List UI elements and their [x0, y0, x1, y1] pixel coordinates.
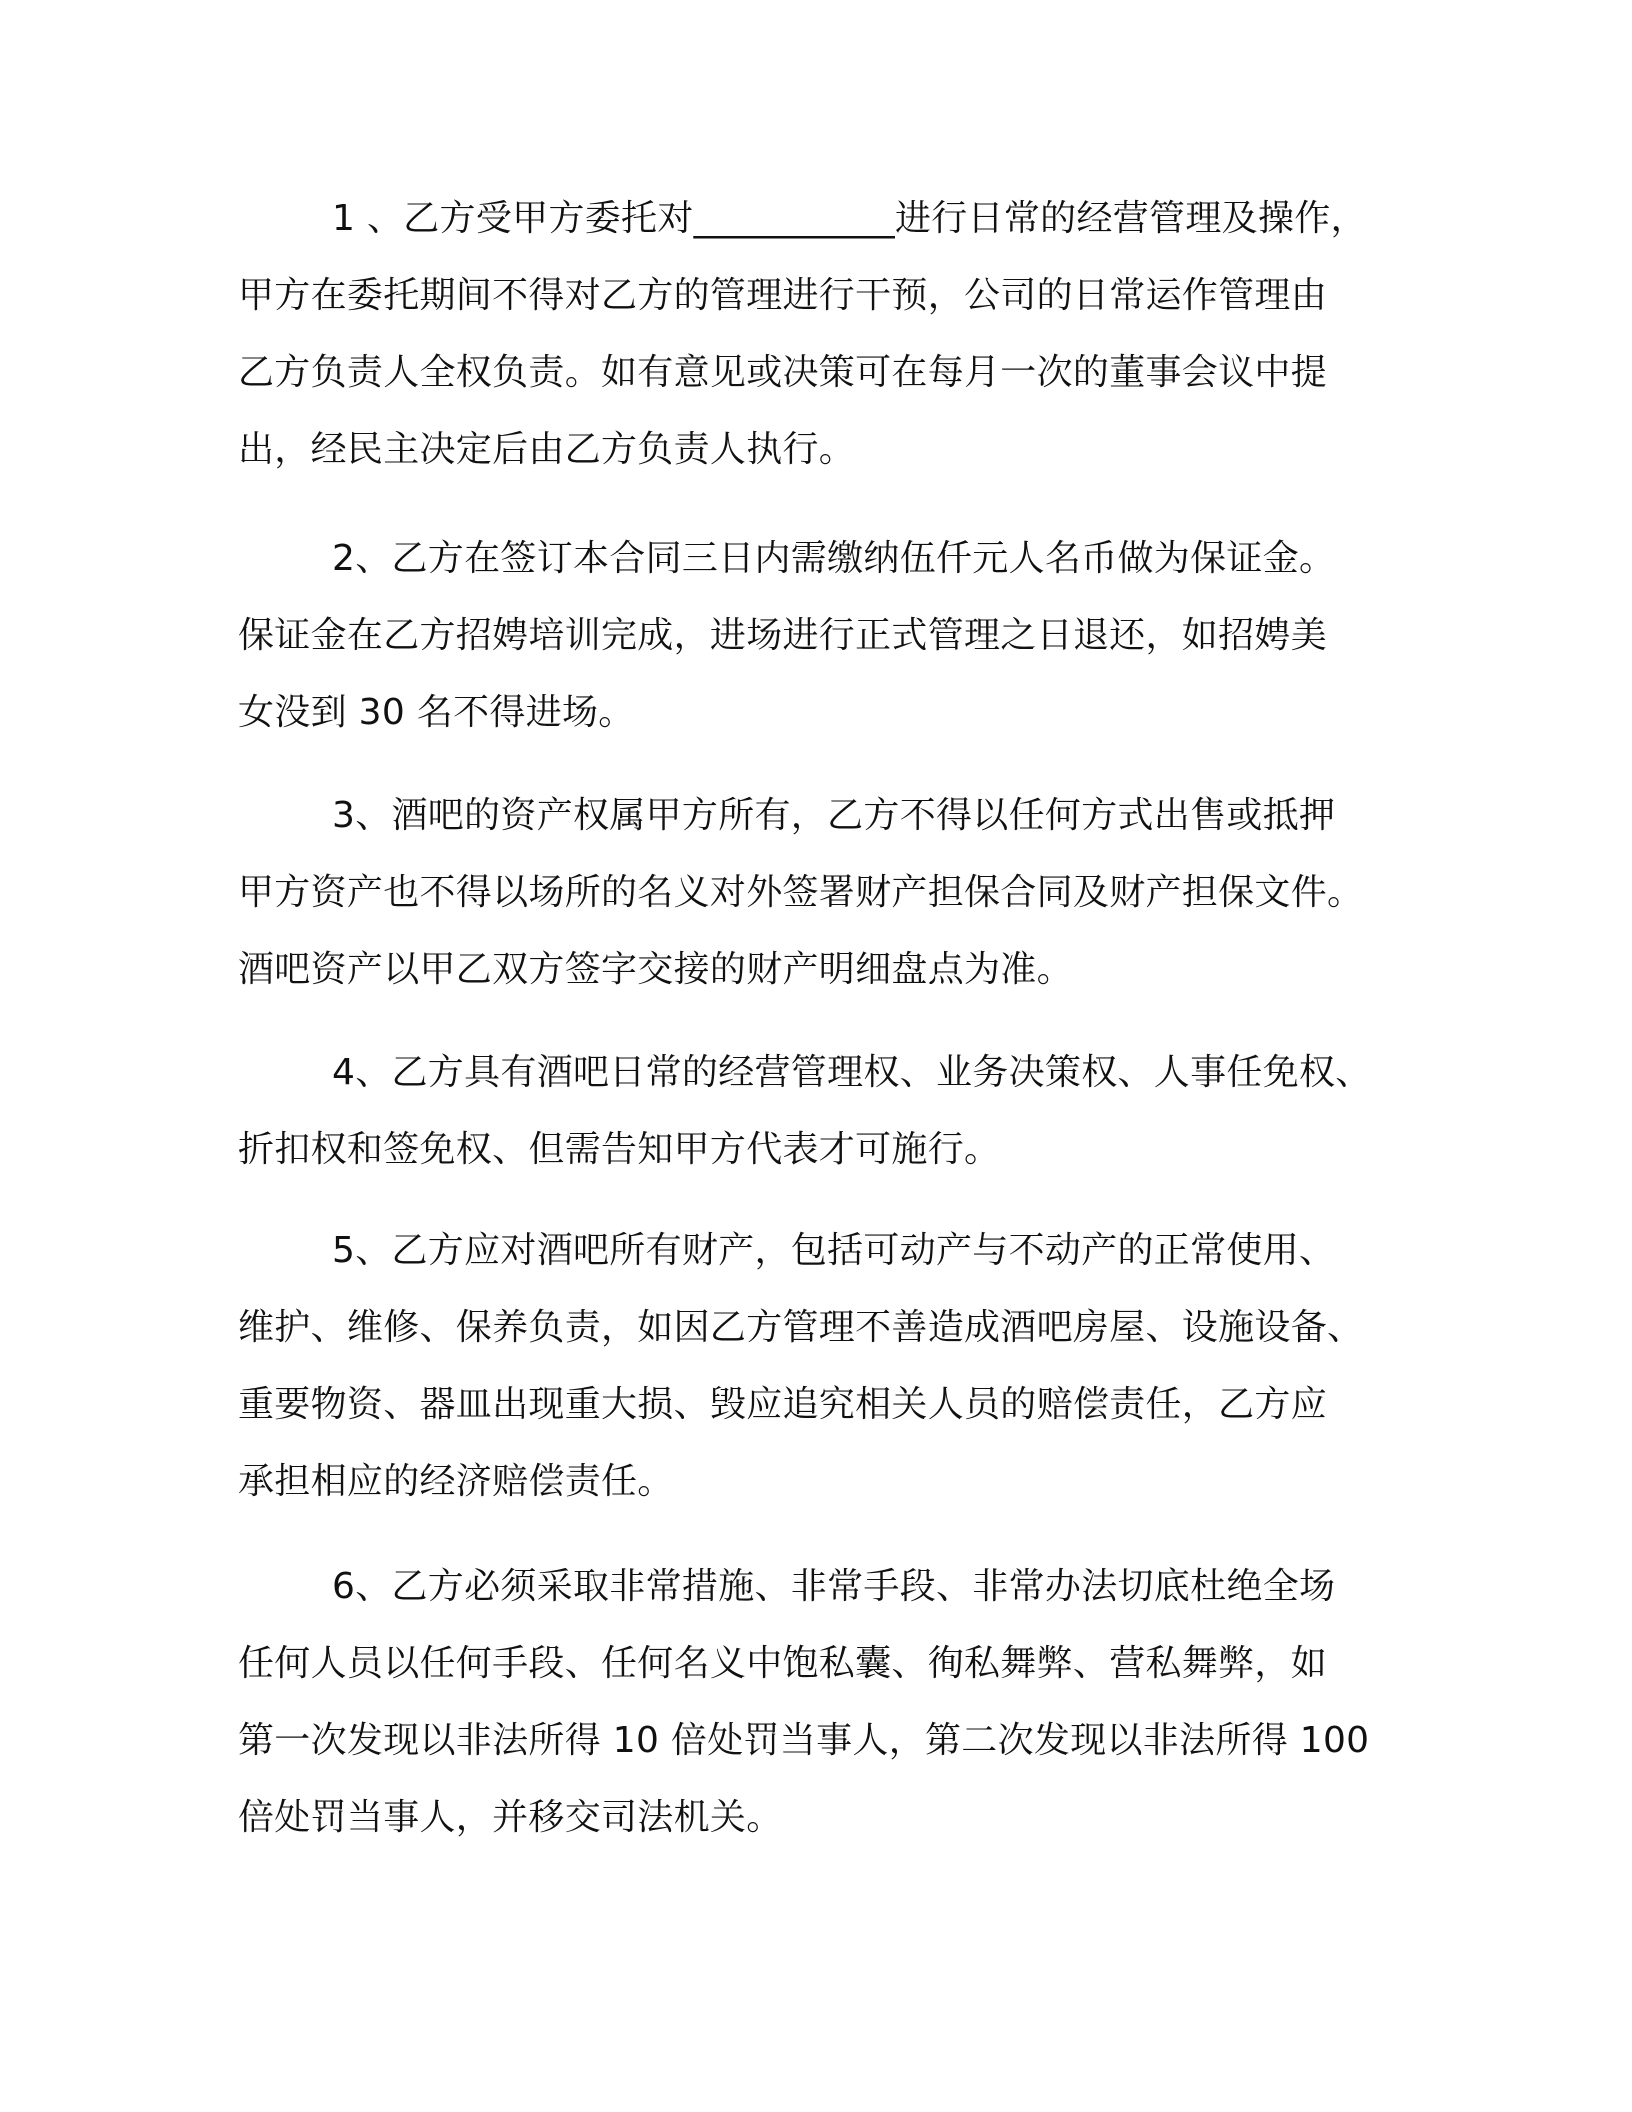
- clause-2-line-1: 2、乙方在签订本合同三日内需缴纳伍仟元人名币做为保证金。: [332, 538, 1336, 579]
- clause-4-line-2: 折扣权和签免权、但需告知甲方代表才可施行。: [238, 1129, 1001, 1170]
- clause-3: [238, 777, 1398, 1008]
- clause-1-line-1: 1 、乙方受甲方委托对___________进行日常的经营管理及操作，: [332, 198, 1367, 239]
- clause-2: [238, 520, 1398, 751]
- clause-6-line-4: 倍处罚当事人，并移交司法机关。: [238, 1797, 783, 1838]
- clause-3-line-3: 酒吧资产以甲乙双方签字交接的财产明细盘点为准。: [238, 949, 1073, 990]
- clause-1-line-2: 甲方在委托期间不得对乙方的管理进行干预，公司的日常运作管理由: [238, 275, 1328, 316]
- clause-4-line-1: 4、乙方具有酒吧日常的经营管理权、业务决策权、人事任免权、: [332, 1052, 1372, 1093]
- clause-2-line-2: 保证金在乙方招娉培训完成，进场进行正式管理之日退还，如招娉美: [238, 615, 1328, 656]
- clause-5-line-1: 5、乙方应对酒吧所有财产，包括可动产与不动产的正常使用、: [332, 1230, 1336, 1271]
- clause-1-line-3: 乙方负责人全权负责。如有意见或决策可在每月一次的董事会议中提: [238, 352, 1328, 393]
- clause-6-line-2: 任何人员以任何手段、任何名义中饱私囊、徇私舞弊、营私舞弊，如: [238, 1643, 1328, 1684]
- clause-5-line-2: 维护、维修、保养负责，如因乙方管理不善造成酒吧房屋、设施设备、: [238, 1307, 1364, 1348]
- clause-6-line-3: 第一次发现以非法所得 10 倍处罚当事人，第二次发现以非法所得 100: [238, 1720, 1370, 1761]
- clause-6: [238, 1548, 1398, 1856]
- clause-2-line-3: 女没到 30 名不得进场。: [238, 692, 635, 733]
- clause-1: [238, 180, 1398, 488]
- clause-1-line-4: 出，经民主决定后由乙方负责人执行。: [238, 429, 856, 470]
- clause-4: [238, 1034, 1398, 1188]
- clause-5: [238, 1212, 1398, 1520]
- clause-5-line-4: 承担相应的经济赔偿责任。: [238, 1461, 674, 1502]
- clause-5-line-3: 重要物资、器皿出现重大损、毁应追究相关人员的赔偿责任，乙方应: [238, 1384, 1328, 1425]
- clause-3-line-2: 甲方资产也不得以场所的名义对外签署财产担保合同及财产担保文件。: [238, 872, 1364, 913]
- clause-6-line-1: 6、乙方必须采取非常措施、非常手段、非常办法切底杜绝全场: [332, 1566, 1336, 1607]
- clause-3-line-1: 3、酒吧的资产权属甲方所有，乙方不得以任何方式出售或抵押: [332, 795, 1336, 836]
